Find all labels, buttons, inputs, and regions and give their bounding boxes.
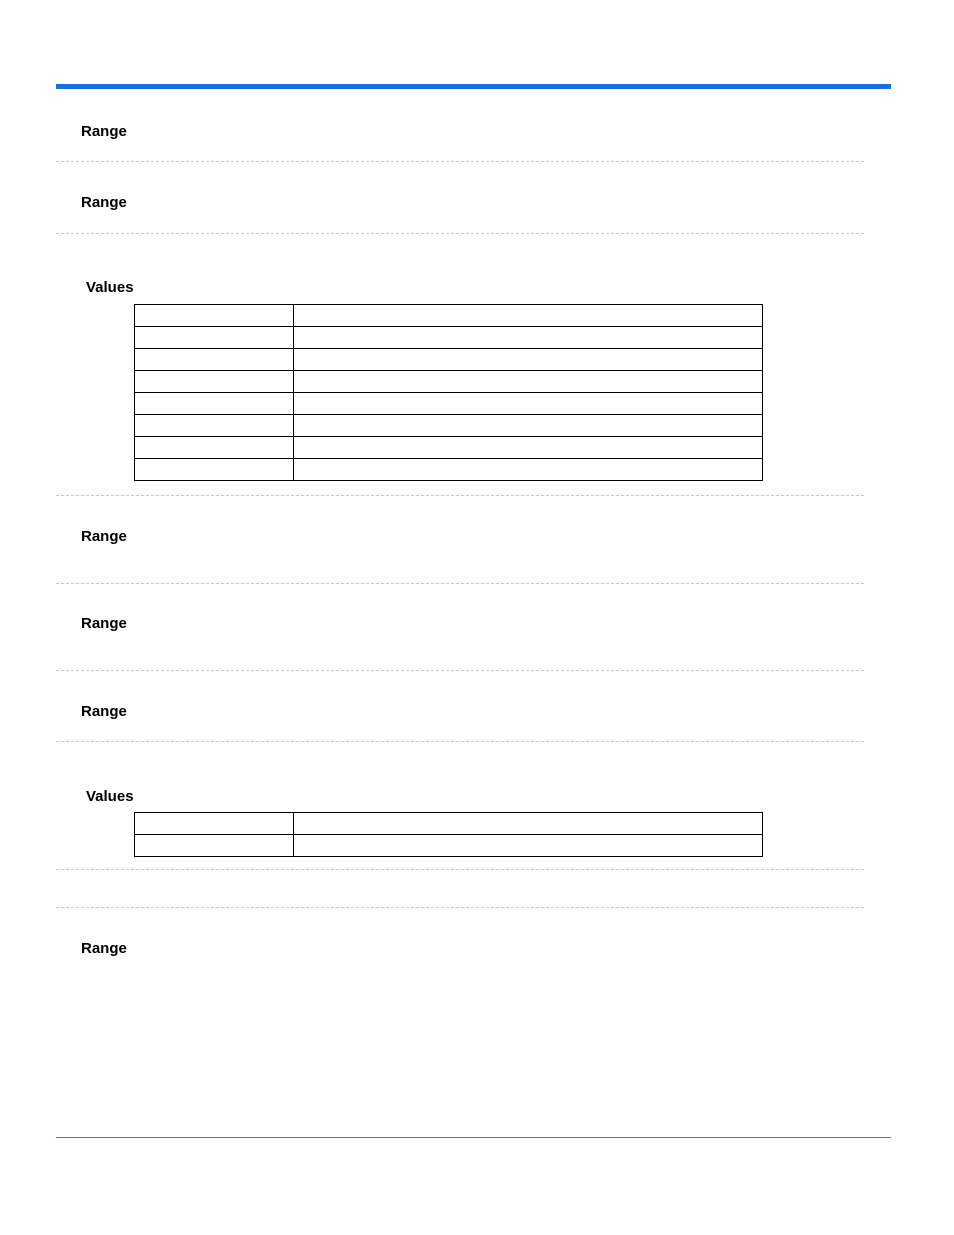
table-row xyxy=(135,349,763,371)
table-row xyxy=(135,813,763,835)
table-row xyxy=(135,437,763,459)
table-row xyxy=(135,835,763,857)
table-cell xyxy=(294,327,763,349)
table-cell xyxy=(135,459,294,481)
table-cell xyxy=(294,459,763,481)
range-label: Range xyxy=(81,940,127,957)
table-cell xyxy=(135,415,294,437)
section-separator xyxy=(56,583,864,584)
section-separator xyxy=(56,869,864,870)
footer-rule xyxy=(56,1137,891,1138)
table-cell xyxy=(135,437,294,459)
table-cell xyxy=(294,437,763,459)
range-label: Range xyxy=(81,528,127,545)
table-cell xyxy=(294,813,763,835)
table-cell xyxy=(135,327,294,349)
table-cell xyxy=(294,305,763,327)
values-table xyxy=(134,812,763,857)
table-cell xyxy=(294,349,763,371)
section-separator xyxy=(56,741,864,742)
section-separator xyxy=(56,907,864,908)
table-row xyxy=(135,327,763,349)
table-cell xyxy=(135,305,294,327)
table-row xyxy=(135,371,763,393)
range-label: Range xyxy=(81,123,127,140)
table-cell xyxy=(135,813,294,835)
table-cell xyxy=(135,371,294,393)
values-label: Values xyxy=(86,788,134,805)
table-row xyxy=(135,305,763,327)
section-separator xyxy=(56,233,864,234)
range-label: Range xyxy=(81,194,127,211)
table-cell xyxy=(294,835,763,857)
range-label: Range xyxy=(81,615,127,632)
table-cell xyxy=(294,415,763,437)
range-label: Range xyxy=(81,703,127,720)
table-cell xyxy=(294,371,763,393)
values-label: Values xyxy=(86,279,134,296)
table-row xyxy=(135,415,763,437)
table-row xyxy=(135,459,763,481)
header-bar xyxy=(56,84,891,89)
table-cell xyxy=(135,835,294,857)
section-separator xyxy=(56,161,864,162)
table-cell xyxy=(135,393,294,415)
section-separator xyxy=(56,495,864,496)
values-table xyxy=(134,304,763,481)
table-row xyxy=(135,393,763,415)
section-separator xyxy=(56,670,864,671)
table-cell xyxy=(294,393,763,415)
table-cell xyxy=(135,349,294,371)
